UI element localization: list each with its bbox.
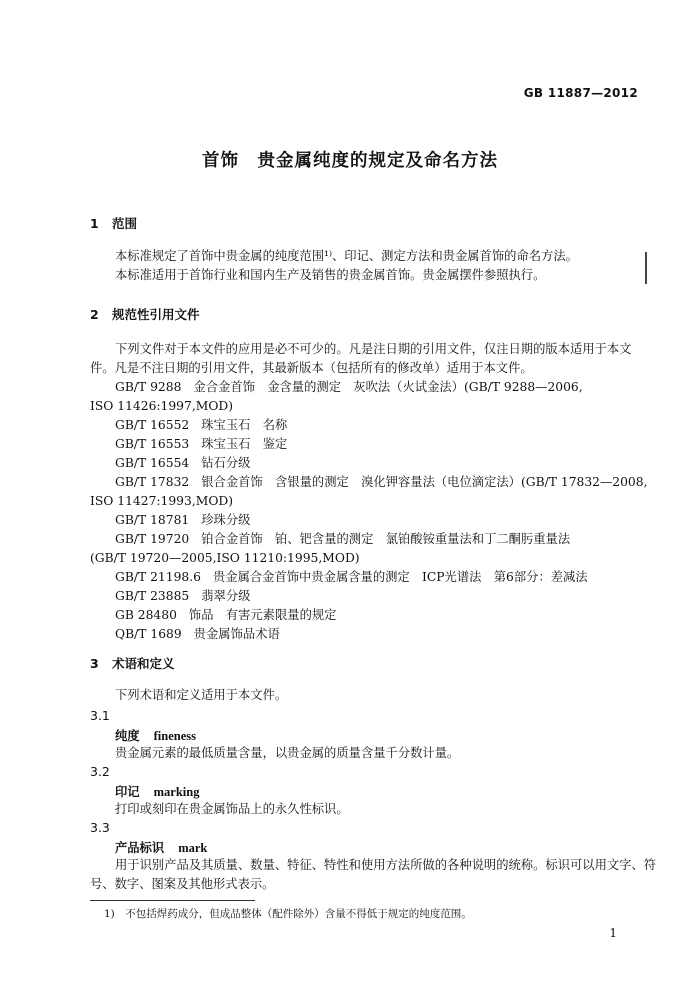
term-chinese: 产品标识 <box>115 841 165 855</box>
term-chinese: 纯度 <box>115 729 140 743</box>
term-definition-continuation: 号、数字、图案及其他形式表示。 <box>90 877 275 891</box>
reference-code: GB/T 21198.6 <box>115 570 201 584</box>
paragraph: 件。凡是不注日期的引用文件，其最新版本（包括所有的修改单）适用于本文件。 <box>90 361 533 375</box>
section-number: 1 <box>90 216 99 231</box>
scan-artifact-line <box>645 252 647 284</box>
reference-title: 珠宝玉石 名称 <box>201 418 288 432</box>
reference-continuation: ISO 11427:1993,MOD) <box>90 494 234 508</box>
term-number: 3.1 <box>90 708 110 723</box>
term-english: mark <box>178 841 208 855</box>
section-title: 范围 <box>112 216 138 231</box>
term-english: fineness <box>153 729 196 743</box>
reference-item <box>115 473 647 492</box>
section-number: 2 <box>90 307 99 322</box>
paragraph: 本标准规定了首饰中贵金属的纯度范围¹⁾、印记、测定方法和贵金属首饰的命名方法。 <box>115 249 578 263</box>
section-1-heading <box>90 214 137 232</box>
term-chinese: 印记 <box>115 785 140 799</box>
reference-item <box>115 435 287 454</box>
reference-code: QB/T 1689 <box>115 627 182 641</box>
reference-item <box>115 416 287 435</box>
reference-title: 贵金属合金首饰中贵金属含量的测定 ICP光谱法 第6部分：差减法 <box>212 570 588 584</box>
reference-code: GB/T 16552 <box>115 418 190 432</box>
reference-title: 翡翠分级 <box>201 589 251 603</box>
reference-continuation: (GB/T 19720—2005,ISO 11210:1995,MOD) <box>90 551 360 565</box>
footnote-divider <box>90 900 255 901</box>
reference-title: 贵金属饰品术语 <box>193 627 280 641</box>
term-number: 3.2 <box>90 764 110 779</box>
section-title: 术语和定义 <box>112 656 175 671</box>
term-heading <box>115 781 199 800</box>
reference-code: GB/T 19720 <box>115 532 190 546</box>
reference-item <box>115 625 280 644</box>
term-heading <box>115 725 196 744</box>
document-title: 首饰 贵金属纯度的规定及命名方法 <box>202 151 498 171</box>
reference-code: GB 28480 <box>115 608 177 622</box>
term-definition: 打印或刻印在贵金属饰品上的永久性标识。 <box>115 802 349 816</box>
term-definition: 贵金属元素的最低质量含量，以贵金属的质量含量千分数计量。 <box>115 746 460 760</box>
reference-item <box>115 511 250 530</box>
reference-code: GB/T 16554 <box>115 456 190 470</box>
reference-item <box>115 568 588 587</box>
page-number: 1 <box>609 926 617 940</box>
reference-item <box>115 378 583 397</box>
term-english: marking <box>153 785 200 799</box>
section-3-heading <box>90 654 175 672</box>
paragraph: 下列术语和定义适用于本文件。 <box>115 688 288 702</box>
reference-item <box>115 606 336 625</box>
reference-title: 铂合金首饰 铂、钯含量的测定 氯铂酸铵重量法和丁二酮肟重量法 <box>201 532 571 546</box>
reference-code: GB/T 23885 <box>115 589 190 603</box>
section-2-heading <box>90 305 200 323</box>
term-number: 3.3 <box>90 820 110 835</box>
reference-code: GB/T 16553 <box>115 437 190 451</box>
standard-code: GB 11887—2012 <box>523 86 638 100</box>
term-definition: 用于识别产品及其质量、数量、特征、特性和使用方法所做的各种说明的统称。标识可以用文字、符 <box>115 858 657 872</box>
reference-title: 银合金首饰 含银量的测定 溴化钾容量法（电位滴定法）(GB/T 17832—2008, <box>201 475 648 489</box>
section-number: 3 <box>90 656 99 671</box>
reference-title: 珍珠分级 <box>201 513 251 527</box>
reference-item <box>115 454 250 473</box>
reference-code: GB/T 18781 <box>115 513 190 527</box>
reference-code: GB/T 17832 <box>115 475 190 489</box>
reference-code: GB/T 9288 <box>115 380 182 394</box>
section-title: 规范性引用文件 <box>112 307 200 322</box>
reference-title: 饰品 有害元素限量的规定 <box>188 608 337 622</box>
reference-title: 钻石分级 <box>201 456 251 470</box>
reference-continuation: ISO 11426:1997,MOD) <box>90 399 234 413</box>
reference-item <box>115 587 250 606</box>
term-heading <box>115 837 207 856</box>
reference-title: 金合金首饰 金含量的测定 灰吹法（火试金法）(GB/T 9288—2006, <box>193 380 583 394</box>
reference-item <box>115 530 570 549</box>
paragraph: 本标准适用于首饰行业和国内生产及销售的贵金属首饰。贵金属摆件参照执行。 <box>115 268 546 282</box>
footnote: 1) 不包括焊药成分，但成品整体（配件除外）含量不得低于规定的纯度范围。 <box>104 908 472 920</box>
reference-title: 珠宝玉石 鉴定 <box>201 437 288 451</box>
paragraph: 下列文件对于本文件的应用是必不可少的。凡是注日期的引用文件，仅注日期的版本适用于本文 <box>115 342 632 356</box>
